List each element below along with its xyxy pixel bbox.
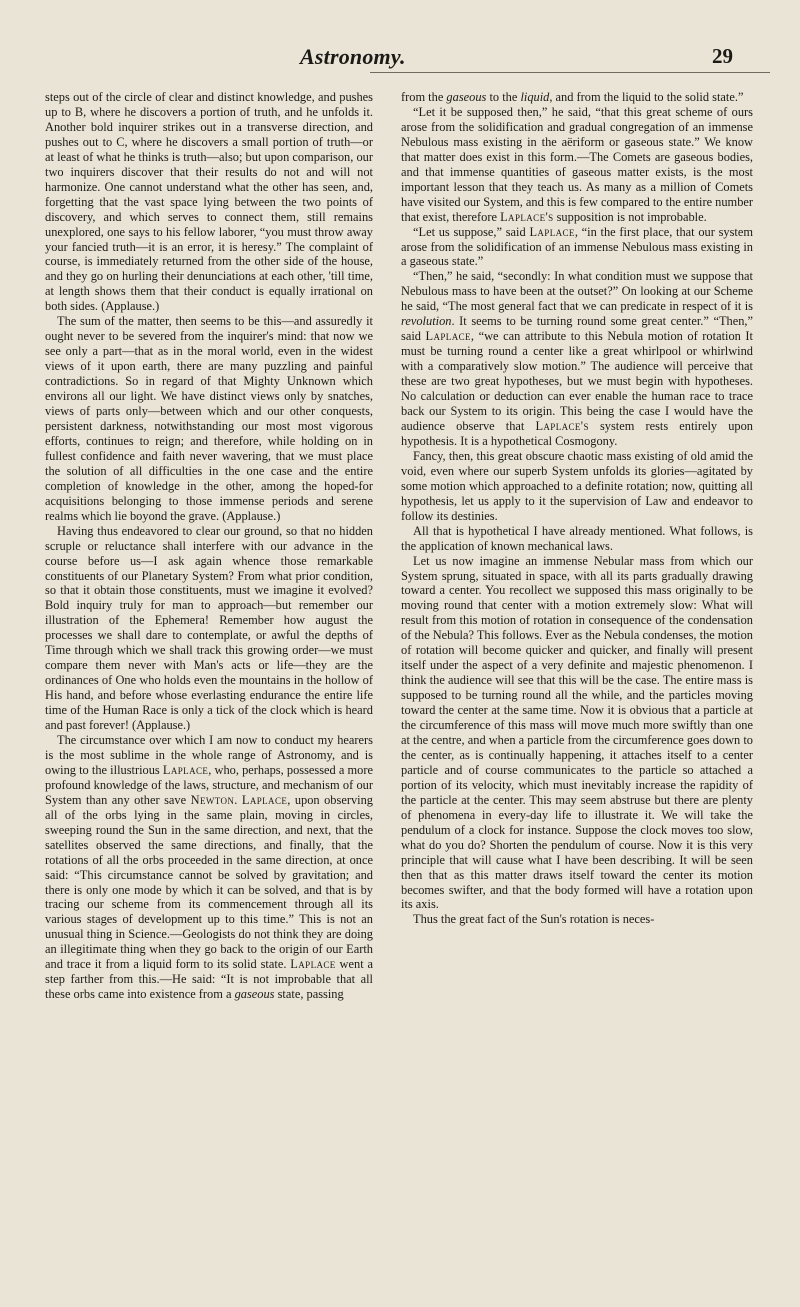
proper-name: Laplace's [535,418,589,433]
text-run: , “in the first place, that our system arose from the solidification of an immense Nebulous mass existing in a gaseous state.” [401,224,753,269]
proper-name: Laplace's [500,209,554,224]
page-number: 29 [712,44,733,68]
header-rule [370,72,770,73]
paragraph [401,524,753,554]
text-run: , “we can attribute to this Nebula motion of rotation It must be turning round a center like a great whirlpool or whirlwind with a comparatively slow motion.” The audience will perceive that these are two great hypotheses, but we must begin with hypotheses. No calculation or deduction can ever enable the human race to trace back our System to its origin. This being the case I would have the audience observe that [401,329,753,433]
running-head [0,44,800,84]
paragraph [45,314,373,523]
text-run: from the [401,90,447,104]
emphasis-text: revolution [401,314,452,329]
text-run: Let us now imagine an immense Nebular mass from which our System sprung, situated in space, with all its parts gradually drawing toward a center. You recollect we supposed this mass originally to be moving round that center with a motion extremely slow: What will result from this motion of rotation in consequence of the condensation of the Nebula? This follows. Ever as the Nebula condenses, the motion of rotation will become quicker and quicker, and finally will present itself under the aspect of a very definite and majestic phenomenon. I think the audience will see that this will be the case. The entire mass is supposed to be turning round all the while, and the particles moving toward the center at the same time. Now it is obvious that a particle at the circumference of this mass will move much more swiftly than one at the centre, and when a particle from the circumference goes down to the center, as is continually happening, it attaches itself to a center particle and of course communicates to the particle so attached a portion of its velocity, which must inevitably increase the rapidity of the particle at the center. This may seem abstruse but there are plenty of phenomena in every-day life to illustrate it. We will take the pendulum of a clock for instance. Suppose the clock moves too slow, what do you do? Shorten the pendulum of course. Now it is this very principle that will cause what I have been describing. It will be seen then that as this matter draws itself toward the center its motion becomes swifter, and that the body formed will have a rotation upon its axis. [401,553,753,912]
text-run: system rests entirely upon hypothesis. It is a hypothetical Cosmogony. [401,418,753,448]
running-title: Astronomy. [300,44,406,69]
proper-name: Laplace [290,957,336,972]
left-column [45,90,373,1290]
text-run: state, passing [274,987,344,1002]
text-run: “Let us suppose,” said [413,224,530,239]
right-column [401,90,753,1290]
paragraph [401,105,753,225]
emphasis-text: gaseous [234,987,275,1002]
paragraph [401,912,753,927]
text-run: All that is hypothetical I have already mentioned. What follows, is the application of known mechanical laws. [401,523,753,553]
text-run: . It seems to be turning round some great center.” “Then,” said [401,314,753,344]
text-run: Having thus endeavored to clear our ground, so that no hidden scruple or reluctance shall interfere with our advance in the course before us—I ask again whence those remarkable constituents of our Planetary System? From what prior condition, so that it obtain those constituents, must we imagine it evolved? Bold inquiry truly for man to approach—but remember our illustration of the Ephemera! Remember how august the processes we shall dare to contemplate, or awful the depths of Time through which we shall track this growing order—we must compare them never with Man's acts or life—they are the ordinances of One who holds even the mountains in the hollow of His hand, and before whose everlasting endurance the entire life time of the Human Race is only a tick of the clock which is heard and past forever! (Applause.) [45,523,373,733]
paragraph [45,524,373,733]
emphasis-text: gaseous [446,90,487,104]
text-run: . [234,792,242,807]
text-run: , who, perhaps, possessed a more profound knowledge of the laws, structure, and mechanism of our System than any other save [45,762,373,807]
proper-name: Newton [190,792,235,807]
text-run: The circumstance over which I am now to conduct my hearers is the most sublime in the whole range of Astronomy, and is owing to the illustrious [45,732,373,777]
paragraph [401,90,753,105]
text-run: “Then,” he said, “secondly: In what condition must we suppose that Nebulous mass to have been at the outset?” On looking at our Scheme he said, “The most general fact that we can predicate in respect of it is [401,269,753,314]
text-run: The sum of the matter, then seems to be this—and assuredly it ought never to be severed from the inquirer's mind: that now we see only a part—that as in the moral world, even in the widest views of it upon earth, there are many puzzling and painful contradictions. So in regard of that Mighty Unknown which environs all our light. We have distinct views only by snatches, views of parts only—between which and our other conquests, persistent darkness, notwithstanding our most most vigorous efforts, continues to reign; and therefore, while holding on in fullest confidence and faith never wavering, that we must place the solution of all difficulties in the one case and the entire completion of knowledge in the other, among the hoped-for acquisitions belonging to those immense periods and serene realms which lie boyond the grave. (Applause.) [45,314,373,523]
proper-name: Laplace [529,224,575,239]
text-run: steps out of the circle of clear and distinct knowledge, and pushes up to B, where he discovers a portion of truth, and he unfolds it. Another bold inquirer strikes out in a transverse direction, and pushes out to C, where he discovers a small portion of truth—or at least of what he thinks is truth—also; but upon comparison, our two inquirers discover that their results do not and will not harmonize. One cannot understand what the other has seen, and, forgetting that the vast space lying between the two points of discovery, and which serves to connect them, still remains unexplored, one says to his fellow laborer, “you must throw away your fancied truth—it is an error, it is heresy.” The complaint of course, is immediately returned from the other side of the house, and they go on hurling their denunciations at each other, 'till time, at length shows them that their conduct is equally irrational on both sides. (Applause.) [45,90,373,314]
paragraph [45,733,373,1002]
paragraph [401,554,753,913]
text-run: Fancy, then, this great obscure chaotic mass existing of old amid the void, even where our superb System unfolds its glories—agitated by some motion which approached to a definite rotation; now, quitting all hypothesis, let us apply to it the supervision of Law and endeavor to follow its destinies. [401,448,753,523]
paragraph [401,269,753,448]
proper-name: Laplace [162,762,209,777]
proper-name: Laplace [425,329,471,344]
paragraph [401,225,753,270]
text-run: went a step farther from this.—He said: “It is not improbable that all these orbs came into existence from a [45,957,373,1002]
text-run: Thus the great fact of the Sun's rotation is neces- [413,912,655,927]
text-run: , upon observing all of the orbs lying in the same plain, moving in circles, sweeping round the Sun in the same direction, and next, that the satellites observed the same directions, and finally, that the rotations of all the orbs proceeded in the same direction, at once said: “This circumstance cannot be solved by gravitation; and there is only one mode by which it can be solved, and that is by tracing our scheme from its commencement through all its various stages of development up to this time.” This is not an unusual thing in Science.—Geologists do not think they are doing an illegitimate thing when they go back to the origin of our Earth and trace it from a liquid form to its solid state. [45,792,373,972]
paragraph [45,90,373,314]
text-run: “Let it be supposed then,” he said, “that this great scheme of ours arose from the solidification and gradual congregation of an immense Nebulous mass existing in the aëriform or gaseous state.” We know that matter does exist in this form.—The Comets are gaseous bodies, and that immense quantities of gaseous matter exists, is the most important lesson that they teach us. As many as a million of Comets have visited our System, and this is few compared to the entire number that exist, therefore [401,104,753,224]
proper-name: Laplace [241,792,288,807]
emphasis-text: liquid [520,90,550,104]
paragraph [401,449,753,524]
text-run: to the [486,90,521,104]
text-run: , and from the liquid to the solid state.” [549,90,744,104]
text-run: supposition is not improbable. [553,209,707,224]
